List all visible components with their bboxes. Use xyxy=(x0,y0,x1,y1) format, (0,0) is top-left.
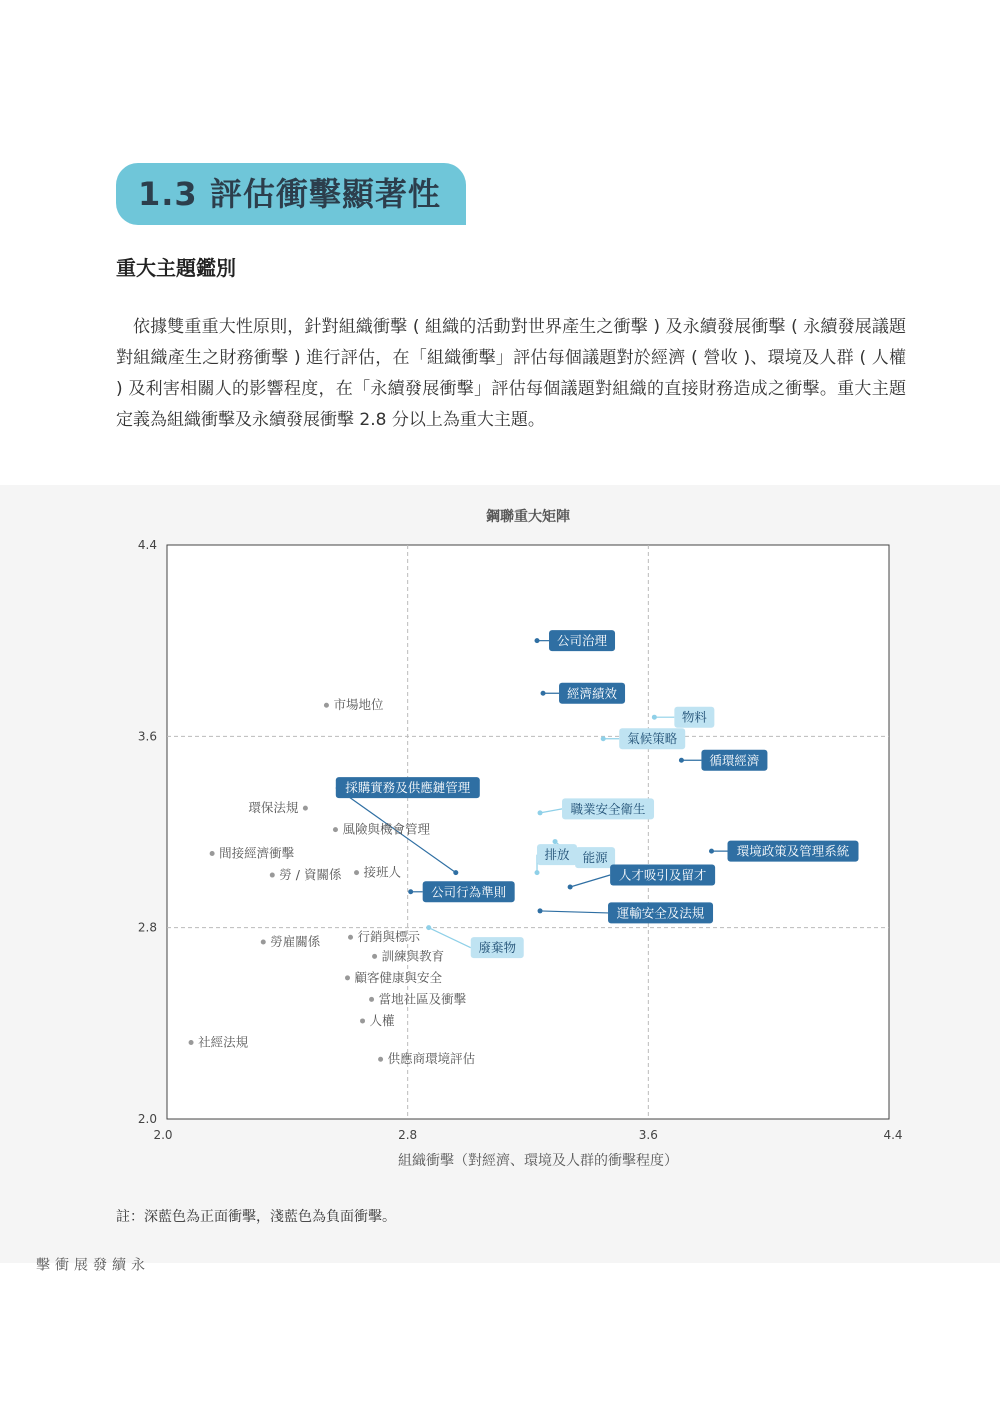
data-label: 採購實務及供應鏈管理 xyxy=(345,780,471,796)
data-point xyxy=(535,870,540,875)
data-label: 運輸安全及法規 xyxy=(616,905,705,921)
data-label: 勞雇關係 xyxy=(270,934,321,950)
data-label: 公司治理 xyxy=(557,633,608,649)
data-label: 物料 xyxy=(681,709,707,725)
data-label: 能源 xyxy=(582,850,608,866)
data-label: 氣候策略 xyxy=(627,731,678,747)
data-point xyxy=(324,703,329,708)
data-point xyxy=(679,758,684,763)
data-point xyxy=(601,736,606,741)
data-point xyxy=(541,691,546,696)
data-label: 職業安全衛生 xyxy=(570,801,646,817)
data-point xyxy=(333,827,338,832)
data-label: 行銷與標示 xyxy=(357,929,421,945)
data-label: 市場地位 xyxy=(333,697,384,713)
data-point xyxy=(538,908,543,913)
data-label: 顧客健康與安全 xyxy=(354,969,443,985)
x-tick-label: 3.6 xyxy=(638,1128,658,1142)
data-point xyxy=(538,810,543,815)
data-label: 循環經濟 xyxy=(709,752,760,768)
data-label: 勞 / 資關係 xyxy=(279,867,342,883)
data-label: 風險與機會管理 xyxy=(342,821,430,837)
data-point xyxy=(535,638,540,643)
data-point xyxy=(270,873,275,878)
data-point xyxy=(261,940,266,945)
data-point xyxy=(408,889,413,894)
data-point xyxy=(568,885,573,890)
data-point xyxy=(189,1040,194,1045)
data-label: 環保法規 xyxy=(248,800,299,816)
data-point xyxy=(372,954,377,959)
data-point xyxy=(348,935,353,940)
intro-paragraph: 依據雙重重大性原則，針對組織衝擊 ( 組織的活動對世界產生之衝擊 ) 及永續發展衝擊 ( 永續發展議題對組織產生之財務衝擊 ) 進行評估，在「組織衝擊」評估每個議題對於經濟 ( 營收 )、環境及人群 ( 人權 ) 及利害相關人的影響程度，在「永續發展衝擊」評估每個議題對組織的直接財務造成之衝擊。重大主題定義為組織衝擊及永續發展衝擊 2.8 分以上為重大主題。 xyxy=(116,317,906,430)
data-point xyxy=(210,851,215,856)
subheading: 重大主題鑑別 xyxy=(116,256,236,280)
data-label: 環境政策及管理系統 xyxy=(736,843,850,859)
data-label: 接班人 xyxy=(363,864,402,880)
materiality-matrix-chart xyxy=(0,485,1000,1263)
data-label: 訓練與教育 xyxy=(381,948,445,964)
data-point xyxy=(369,997,374,1002)
data-point xyxy=(652,715,657,720)
data-point xyxy=(426,925,431,930)
y-tick-label: 2.0 xyxy=(137,1112,157,1126)
chart-panel xyxy=(0,485,1000,1274)
data-point xyxy=(303,806,308,811)
plot-area xyxy=(167,545,889,1119)
data-point xyxy=(378,1057,383,1062)
data-label: 供應商環境評估 xyxy=(387,1051,476,1067)
x-tick-label: 2.0 xyxy=(153,1128,173,1142)
data-point xyxy=(553,839,558,844)
data-point xyxy=(453,870,458,875)
y-tick-label: 3.6 xyxy=(137,729,157,744)
data-label: 人權 xyxy=(369,1012,395,1028)
data-label: 間接經濟衝擊 xyxy=(219,845,295,861)
data-label: 人才吸引及留才 xyxy=(618,867,707,883)
data-label: 經濟績效 xyxy=(567,685,618,701)
chart-title: 鋼聯重大矩陣 xyxy=(486,509,570,525)
section-title: 1.3 評估衝擊顯著性 xyxy=(138,175,441,213)
data-point xyxy=(360,1018,365,1023)
footnote: 註：深藍色為正面衝擊，淺藍色為負面衝擊。 xyxy=(116,1209,396,1225)
x-tick-label: 2.8 xyxy=(398,1128,418,1142)
y-tick-label: 4.4 xyxy=(137,538,157,552)
data-label: 社經法規 xyxy=(198,1034,249,1050)
x-axis-label: 組織衝擊（對經濟、環境及人群的衝擊程度） xyxy=(398,1153,678,1169)
y-axis-label: 永續發展衝擊 xyxy=(34,1257,145,1274)
data-label: 排放 xyxy=(544,847,570,863)
y-tick-label: 2.8 xyxy=(137,920,157,935)
data-label: 公司行為準則 xyxy=(431,884,507,900)
data-label: 廢棄物 xyxy=(478,940,516,956)
data-point xyxy=(345,975,350,980)
data-point xyxy=(354,870,359,875)
data-label: 當地社區及衝擊 xyxy=(378,991,467,1007)
data-point xyxy=(709,849,714,854)
x-tick-label: 4.4 xyxy=(883,1128,903,1142)
